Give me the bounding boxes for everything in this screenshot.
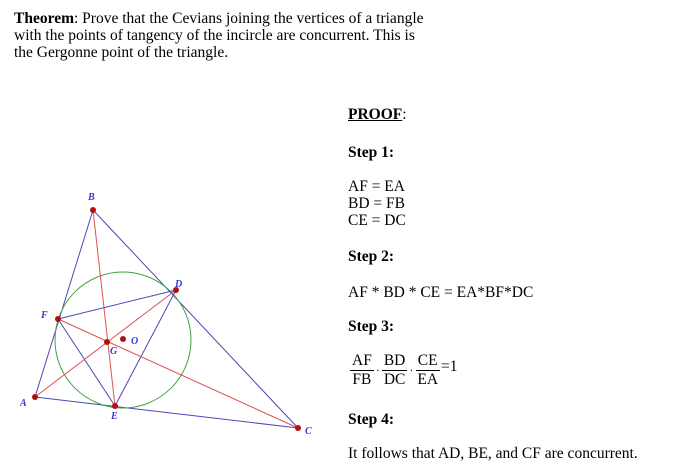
fraction-denominator: DC	[383, 371, 406, 388]
point-A	[32, 394, 38, 400]
label-F: F	[41, 310, 48, 321]
segment-ED	[115, 290, 176, 406]
multiply-dot: ·	[375, 363, 380, 377]
theorem-label: Theorem	[14, 10, 74, 27]
step-3-label: Step 3:	[348, 318, 395, 335]
label-D: D	[175, 279, 183, 290]
step-1-label: Step 1:	[348, 144, 395, 161]
point-E	[112, 403, 118, 409]
equals-one: =1	[441, 357, 458, 375]
step-4-label: Step 4:	[348, 411, 395, 428]
step-2-label: Step 2:	[348, 248, 395, 265]
label-A: A	[20, 398, 27, 409]
fraction-ce-ea	[415, 352, 440, 389]
point-C	[295, 425, 301, 431]
multiply-dot: ·	[409, 363, 414, 377]
label-B: B	[88, 192, 95, 203]
side-AB	[35, 210, 93, 397]
fraction-denominator: FB	[352, 371, 372, 388]
fraction-bd-dc	[382, 352, 408, 389]
label-C: C	[305, 426, 312, 437]
step-3-product	[350, 352, 458, 389]
proof-title-colon: :	[402, 106, 407, 123]
point-G	[104, 339, 110, 345]
label-O: O	[131, 336, 139, 347]
fraction-numerator: BD	[383, 352, 406, 369]
step-4-conclusion: It follows that AD, BE, and CF are concurrent.	[348, 445, 638, 462]
fraction-numerator: CE	[417, 352, 438, 369]
step-1-line-1: AF = EA	[348, 178, 405, 195]
point-B	[90, 207, 96, 213]
label-E: E	[111, 411, 118, 422]
segment-FD	[58, 290, 176, 319]
side-AC	[35, 397, 298, 428]
point-O	[120, 336, 126, 342]
fraction-af-fb	[350, 352, 374, 389]
fraction-numerator: AF	[352, 352, 372, 369]
proof-header	[348, 106, 407, 124]
fraction-denominator: EA	[417, 371, 439, 388]
point-F	[55, 316, 61, 322]
side-BC	[93, 210, 298, 428]
label-G: G	[110, 346, 118, 357]
step-1-line-3: CE = DC	[348, 212, 406, 229]
proof-title: PROOF	[348, 106, 403, 123]
step-2-equation: AF * BD * CE = EA*BF*DC	[348, 284, 534, 301]
theorem-text: : Prove that the Cevians joining the vertices of a triangle with the points of tangency of the incircle are concurrent. This is the Gergonne point of the triangle.	[14, 10, 424, 61]
step-1-line-2: BD = FB	[348, 195, 405, 212]
